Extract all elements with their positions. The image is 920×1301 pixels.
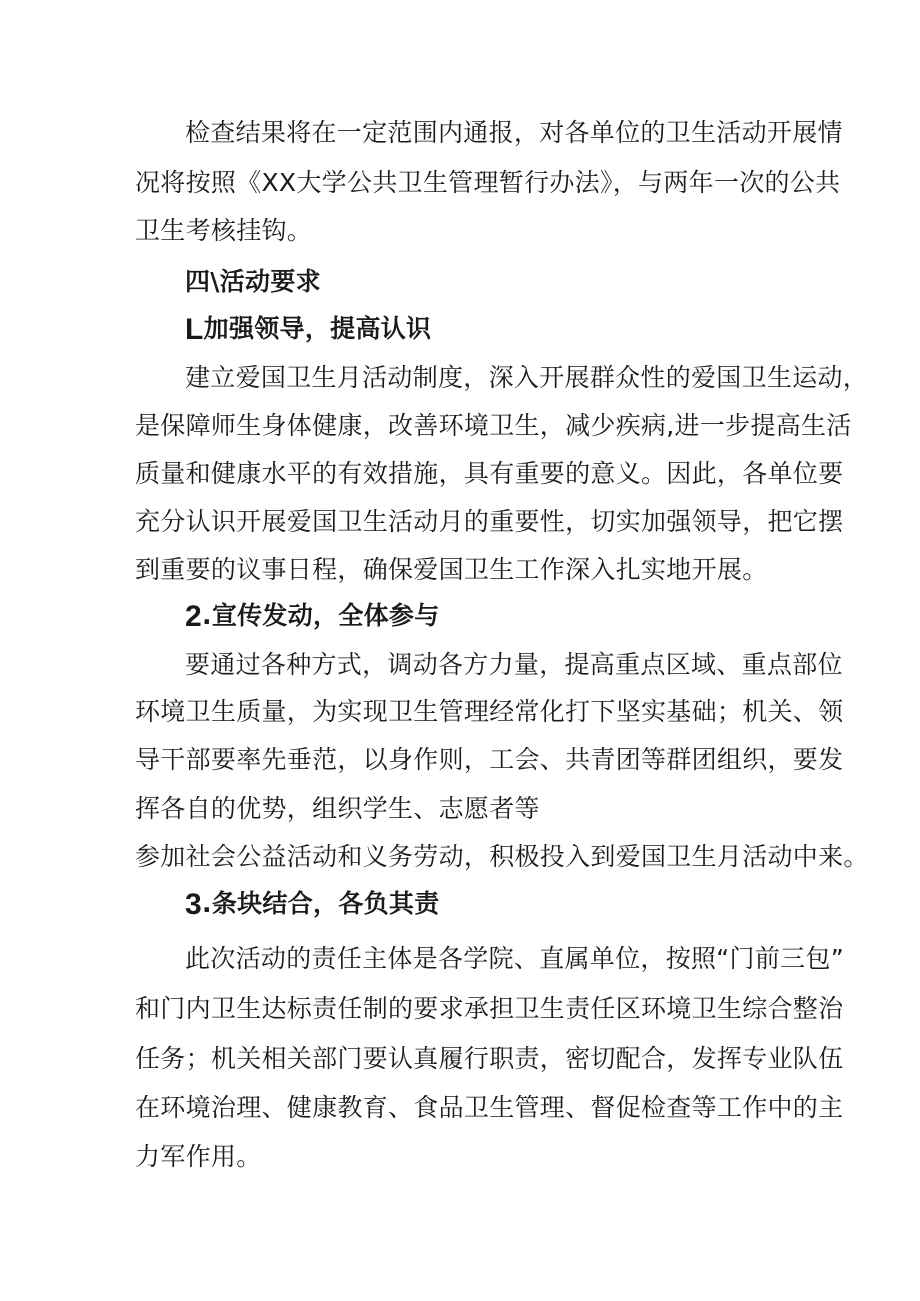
paragraph-line: 充分认识开展爱国卫生活动月的重要性，切实加强领导，把它摆 [135, 507, 844, 536]
paragraph-line: 要通过各种方式，调动各方力量，提高重点区域、重点部位 [185, 650, 843, 679]
subheading-title: 加强领导，提高认识 [203, 314, 432, 343]
paragraph-line: 此次活动的责任主体是各学院、直属单位，按照“门前三包” [185, 944, 845, 973]
paragraph-line: 卫生考核挂钩。 [135, 216, 313, 245]
subheading-number: L [185, 313, 204, 346]
subheading-number: 2 [185, 600, 202, 633]
section-heading: 四\活动要求 [185, 267, 321, 296]
subheading-3 [185, 886, 795, 923]
subheading-number: 3 [185, 888, 202, 921]
paragraph-line: 任务；机关相关部门要认真履行职责，密切配合，发挥专业队伍 [135, 1044, 844, 1073]
paragraph-line: 力军作用。 [135, 1142, 262, 1171]
paragraph-line: 是保障师生身体健康，改善环境卫生，减少疾病,进一步提高生活 [135, 411, 852, 440]
subheading-title: 宣传发动，全体参与 [211, 601, 440, 630]
paragraph-line: 到重要的议事日程，确保爱国卫生工作深入扎实地开展。 [135, 555, 768, 584]
paragraph-line: 环境卫生质量，为实现卫生管理经常化打下坚实基础；机关、领 [135, 697, 844, 726]
subheading-dot: . [202, 889, 212, 918]
paragraph-line: 导干部要率先垂范，以身作则，工会、共青团等群团组织，要发 [135, 745, 844, 774]
subheading-dot: . [202, 601, 212, 630]
paragraph-line: 检查结果将在一定范围内通报，对各单位的卫生活动开展情 [185, 118, 843, 147]
subheading-title: 条块结合，各负其责 [211, 889, 440, 918]
paragraph-line: 在环境治理、健康教育、食品卫生管理、督促检查等工作中的主 [135, 1093, 844, 1122]
paragraph-line: 质量和健康水平的有效措施，具有重要的意义。因此，各单位要 [135, 459, 844, 488]
paragraph-line: 况将按照《XX大学公共卫生管理暂行办法》，与两年一次的公共 [135, 168, 841, 197]
paragraph-line: 参加社会公益活动和义务劳动，积极投入到爱国卫生月活动中来。 [135, 842, 869, 871]
subheading-1 [185, 311, 795, 348]
subheading-2 [185, 598, 795, 635]
paragraph-line: 和门内卫生达标责任制的要求承担卫生责任区环境卫生综合整治 [135, 994, 844, 1023]
paragraph-line: 挥各自的优势，组织学生、志愿者等 [135, 794, 540, 823]
paragraph-line: 建立爱国卫生月活动制度，深入开展群众性的爱国卫生运动， [185, 363, 869, 392]
